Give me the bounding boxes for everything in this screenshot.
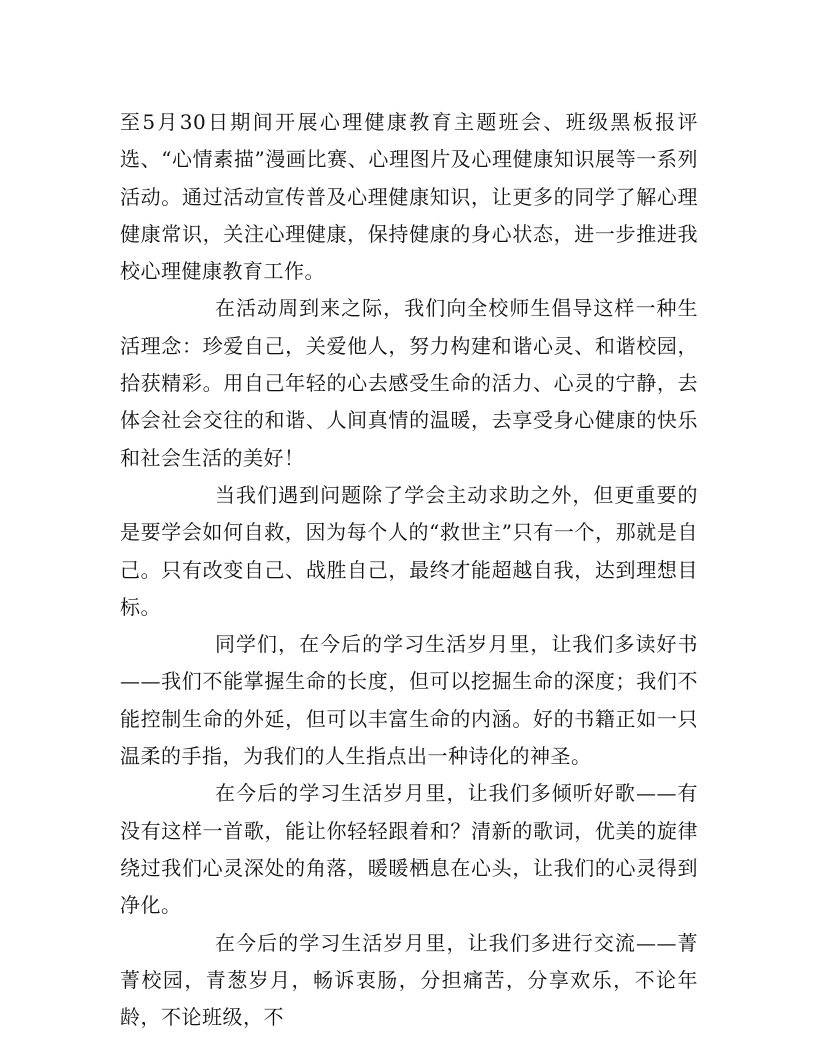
paragraph-1: 至5月30日期间开展心理健康教育主题班会、班级黑板报评选、“心情素描”漫画比赛、心理图片及心理健康知识展等一系列活动。通过活动宣传普及心理健康知识，让更多的同学了解心理健康常识，关注心理健康，保持健康的身心状态，进一步推进我校心理健康教育工作。 [120,110,698,284]
paragraph-5: 在今后的学习生活岁月里，让我们多倾听好歌——有没有这样一首歌，能让你轻轻跟着和？清新的歌词，优美的旋律绕过我们心灵深处的角落，暖暖栖息在心头，让我们的心灵得到净化。 [120,781,698,918]
paragraph-2: 在活动周到来之际，我们向全校师生倡导这样一种生活理念：珍爱自己，关爱他人，努力构建和谐心灵、和谐校园，拾获精彩。用自己年轻的心去感受生命的活力、心灵的宁静，去体会社会交往的和谐、人间真情的温暖，去享受身心健康的快乐和社会生活的美好！ [120,296,698,470]
paragraph-3: 当我们遇到问题除了学会主动求助之外，但更重要的是要学会如何自救，因为每个人的“救世主”只有一个，那就是自己。只有改变自己、战胜自己，最终才能超越自我，达到理想目标。 [120,482,698,619]
paragraph-4: 同学们，在今后的学习生活岁月里，让我们多读好书——我们不能掌握生命的长度，但可以挖掘生命的深度；我们不能控制生命的外延，但可以丰富生命的内涵。好的书籍正如一只温柔的手指，为我们的人生指点出一种诗化的神圣。 [120,632,698,769]
document-body [120,104,698,1036]
paragraph-6: 在今后的学习生活岁月里，让我们多进行交流——菁菁校园，青葱岁月，畅诉衷肠，分担痛苦，分享欢乐，不论年龄，不论班级，不 [120,930,698,1030]
